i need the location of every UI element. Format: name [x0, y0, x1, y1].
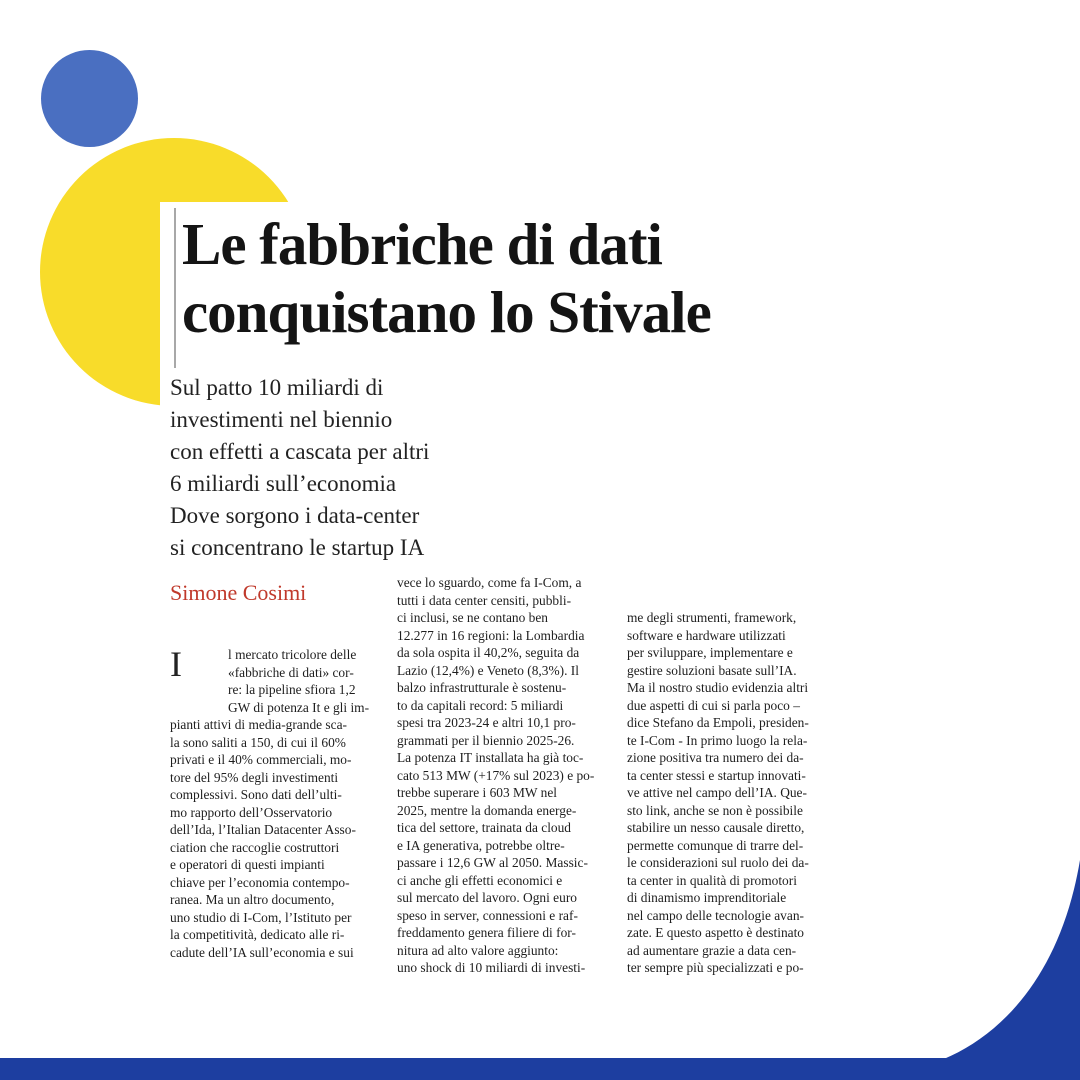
body-line: ter sempre più specializzati e po-: [627, 960, 804, 975]
body-line: nel campo delle tecnologie avan-: [627, 907, 804, 923]
body-line: uno shock di 10 miliardi di investi-: [397, 960, 586, 975]
body-line: gestire soluzioni basate sull’IA.: [627, 662, 797, 678]
newspaper-clipping: [160, 202, 872, 975]
body-line: «fabbriche di dati» cor-: [228, 664, 354, 680]
body-line: re: la pipeline sfiora 1,2: [228, 682, 356, 697]
body-line: pianti attivi di media-grande sca-: [170, 717, 347, 732]
subtitle-line: con effetti a cascata per altri: [170, 439, 430, 464]
body-line: me degli strumenti, framework,: [627, 610, 797, 625]
body-line: tica del settore, trainata da cloud: [397, 820, 571, 835]
body-line: Ma il nostro studio evidenzia altri: [627, 680, 809, 695]
body-line: software e hardware utilizzati: [627, 627, 786, 643]
body-column-3: [627, 609, 857, 977]
body-column-1: [170, 646, 388, 961]
body-line: e IA generativa, potrebbe oltre-: [397, 837, 565, 853]
body-line: sul mercato del lavoro. Ogni euro: [397, 890, 577, 905]
body-line: di dinamismo imprenditoriale: [627, 890, 787, 905]
subtitle-line: investimenti nel biennio: [170, 407, 393, 432]
blue-circle-decoration: [41, 50, 138, 147]
body-line: stabilire un nesso causale diretto,: [627, 820, 805, 835]
body-line: uno studio di I-Com, l’Istituto per: [170, 909, 352, 925]
body-line: zate. E questo aspetto è destinato: [627, 925, 804, 940]
body-line: sto link, anche se non è possibile: [627, 802, 803, 818]
body-line: mo rapporto dell’Osservatorio: [170, 804, 333, 820]
body-line: cato 513 MW (+17% sul 2023) e po-: [397, 767, 595, 783]
body-line: trebbe superare i 603 MW nel: [397, 785, 558, 800]
body-line: la sono saliti a 150, di cui il 60%: [170, 734, 346, 750]
body-line: cadute dell’IA sull’economia e sui: [170, 944, 354, 960]
body-line: ci inclusi, se ne contano ben: [397, 610, 548, 625]
body-column-2: [397, 574, 624, 977]
body-line: vece lo sguardo, come fa I-Com, a: [397, 575, 582, 590]
body-line: freddamento genera filiere di for-: [397, 925, 576, 940]
body-line: e operatori di questi impianti: [170, 857, 325, 872]
body-line: grammati per il biennio 2025-26.: [397, 732, 575, 748]
article-byline: Simone Cosimi: [170, 580, 307, 605]
body-line: GW di potenza It e gli im-: [228, 699, 370, 715]
body-line: te I-Com - In primo luogo la rela-: [627, 732, 808, 748]
body-line: permette comunque di trarre del-: [627, 837, 804, 853]
body-line: ad aumentare grazie a data cen-: [627, 942, 797, 958]
body-line: spesi tra 2023-24 e altri 10,1 pro-: [397, 715, 576, 730]
subtitle-line: Dove sorgono i data-center: [170, 503, 420, 528]
article-title: [182, 210, 711, 346]
body-line: Lazio (12,4%) e Veneto (8,3%). Il: [397, 662, 579, 678]
body-line: dice Stefano da Empoli, presiden-: [627, 715, 809, 730]
body-line: da sola ospita il 40,2%, seguita da: [397, 645, 580, 660]
body-line: le considerazioni sul ruolo dei da-: [627, 855, 809, 870]
body-line: la competitività, dedicato alle ri-: [170, 927, 345, 942]
body-line: privati e il 40% commerciali, mo-: [170, 752, 352, 767]
body-line: 12.277 in 16 regioni: la Lombardia: [397, 627, 585, 643]
body-line: ta center in qualità di promotori: [627, 872, 797, 888]
body-line: tore del 95% degli investimenti: [170, 769, 339, 785]
body-line: La potenza IT installata ha già toc-: [397, 750, 584, 765]
body-line: zione positiva tra numero dei da-: [627, 750, 804, 765]
subtitle-line: Sul patto 10 miliardi di: [170, 375, 384, 400]
body-line: passare i 12,6 GW al 2050. Massic-: [397, 855, 588, 870]
body-line: nitura ad alto valore aggiunto:: [397, 942, 559, 958]
body-line: dell’Ida, l’Italian Datacenter Asso-: [170, 822, 356, 837]
body-line: ve attive nel campo dell’IA. Que-: [627, 785, 807, 800]
title-accent-line: [174, 208, 176, 368]
body-line: to da capitali record: 5 miliardi: [397, 697, 564, 713]
corner-wave-decoration: [870, 860, 1080, 1080]
drop-cap: I: [170, 644, 182, 684]
body-line: tutti i data center censiti, pubbli-: [397, 592, 572, 608]
article-subtitle: [170, 372, 500, 564]
subtitle-line: si concentrano le startup IA: [170, 535, 425, 560]
title-line: Le fabbriche di dati: [182, 211, 662, 277]
body-line: chiave per l’economia contempo-: [170, 874, 350, 890]
subtitle-line: 6 miliardi sull’economia: [170, 471, 397, 496]
body-line: ciation che raccoglie costruttori: [170, 839, 340, 855]
body-line: speso in server, connessioni e raf-: [397, 907, 578, 923]
body-line: per sviluppare, implementare e: [627, 645, 793, 660]
body-line: ta center stessi e startup innovati-: [627, 767, 806, 783]
body-line: 2025, mentre la domanda energe-: [397, 802, 577, 818]
body-line: balzo infrastrutturale è sostenu-: [397, 680, 567, 695]
body-line: l mercato tricolore delle: [228, 647, 357, 662]
body-line: ci anche gli effetti economici e: [397, 872, 563, 888]
body-line: due aspetti di cui si parla poco –: [627, 697, 800, 713]
bottom-bar-decoration: [0, 1058, 1080, 1080]
body-line: complessivi. Sono dati dell’ulti-: [170, 787, 342, 802]
title-line: conquistano lo Stivale: [182, 279, 711, 345]
body-line: ranea. Ma un altro documento,: [170, 892, 335, 907]
